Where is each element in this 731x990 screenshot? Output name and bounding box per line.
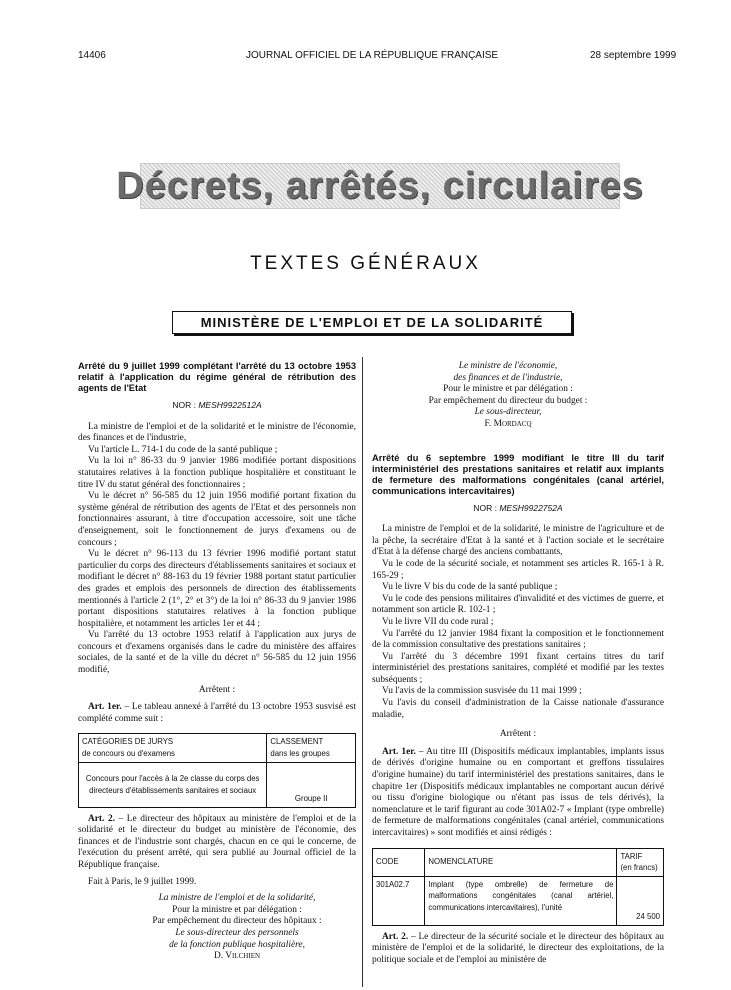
right-table-cell-nomenclature: Implant (type ombrelle) de fermeture de malformations congénitales (canal artériel, communications intercavitaires), l'unité: [425, 876, 617, 925]
left-art1-text: – Le tableau annexé à l'arrêté du 13 octobre 1953 susvisé est complété comme suit :: [78, 702, 357, 724]
right-table: [372, 848, 664, 926]
left-column: [78, 361, 356, 963]
left-para: Vu la loi n° 86-33 du 9 janvier 1986 modifiée portant dispositions statutaires relatives à la fonction publique hospitalière et constituant le titre IV du statut général des fonctionnaires ;: [78, 456, 356, 490]
left-table: [78, 733, 356, 807]
right-art2-text: – Le directeur de la sécurité sociale et le directeur des hôpitaux au ministère de l'emploi et de la solidarité, le directeur des exploitations, de la politique sociale et de l'emploi au ministère de: [372, 931, 664, 965]
left-decree-title: Arrêté du 9 juillet 1999 complétant l'arrêté du 13 octobre 1953 relatif à l'application du régime général de rétribution des agents de l'Etat: [78, 361, 356, 393]
right-arretent: Arrêtent :: [499, 729, 537, 740]
left-table-cell-group: Groupe II: [267, 762, 356, 807]
right-para: Vu l'arrêté du 3 décembre 1991 fixant certains titres du tarif interministériel des prestations sanitaires, complété et modifié par les textes subséquents ;: [372, 651, 664, 685]
left-arretent: Arrêtent :: [198, 684, 236, 695]
right-para: Vu l'avis du conseil d'administration de la Caisse nationale d'assurance maladie,: [372, 698, 664, 720]
left-table-cell-category: Concours pour l'accès à la 2e classe du corps des directeurs d'établissements sanitaires et sociaux: [79, 762, 267, 807]
right-signature: Le ministre de l'économie, des finances et de l'industrie, Pour le ministre et par délégation : Par empêchement du directeur du budget : Le sous-directeur, F. Mordacq: [372, 361, 664, 431]
right-decree-title: Arrêté du 6 septembre 1999 modifiant le titre III du tarif interministériel des prestations sanitaires et relatif aux implants de fermeture des malformations congénitales (canal artériel, communications intercavitaires): [372, 452, 664, 496]
left-fait: Fait à Paris, le 9 juillet 1999.: [88, 876, 197, 887]
right-table-header-code: CODE: [373, 848, 425, 876]
left-nor: NOR : MESH9922512A: [172, 400, 262, 410]
right-signatory: F. Mordacq: [484, 418, 532, 429]
right-para: Vu l'arrêté du 12 janvier 1984 fixant la composition et le fonctionnement de la commission consultative des prestations sanitaires ;: [372, 628, 664, 651]
left-para: Vu l'arrêté du 13 octobre 1953 relatif à l'application aux jurys de concours et d'examens organisés dans le cadre du ministère des affaires sociales, de la santé et de la ville du décret n° 56-585 du 12 juin 1956 modifié,: [78, 630, 356, 676]
right-art1-label: Art. 1er.: [382, 746, 416, 757]
right-column: [372, 361, 664, 967]
banner-title: Décrets, arrêtés, circulaires: [116, 164, 644, 207]
right-para: Vu le code de la sécurité sociale, et notamment ses articles R. 165-1 à R. 165-29 ;: [372, 558, 664, 581]
section-title: TEXTES GÉNÉRAUX: [250, 253, 481, 274]
table-row: [373, 876, 664, 925]
banner: [116, 163, 644, 209]
page-date: 28 septembre 1999: [590, 50, 677, 61]
right-para: Vu le livre V bis du code de la santé publique ;: [382, 582, 558, 593]
right-table-header-nomenclature: NOMENCLATURE: [425, 848, 617, 876]
left-para: Vu le décret n° 96-113 du 13 février 1996 modifié portant statut particulier du corps des directeurs d'établissements sanitaires et sociaux et modifiant le décret n° 88-163 du 19 février 1988 portant statut particulier des grades et emplois des personnels de direction des établissements mentionnés à l'article 2 (1°, 2° et 3°) de la loi n° 86-33 du 9 janvier 1986 portant dispositions statutaires relatives à la fonction publique hospitalière, et notamment les articles 1er et 44 ;: [78, 549, 356, 629]
page-number: 14406: [78, 50, 106, 61]
right-art1-text: – Au titre III (Dispositifs médicaux implantables, implants issus de dérivés d'origine humaine ou en comportant et greffons tissulaires d'origine humaine) du tarif interministériel des prestations sanitaires, dans le chapitre 1er (Dispositifs médicaux implantables ne comportant aucun dérivé ou tissu d'origine biologique ou n'étant pas issus de tels dérivés), la nomenclature et le tarif figurant au code 301A02-7 « Implant (type ombrelle) de fermeture de malformations congénitales (canal artériel, communications intercavitaires) » sont modifiés et ainsi rédigés :: [372, 746, 665, 838]
left-signatory: D. Vilchien: [213, 951, 261, 962]
right-table-cell-tarif: 24 500: [617, 876, 664, 925]
left-art2-label: Art. 2.: [88, 813, 115, 824]
table-row: [79, 762, 356, 807]
left-art2-text: – Le directeur des hôpitaux au ministère de l'emploi et de la solidarité et le directeur du budget au ministère de l'économie, des finances et de l'industrie sont chargés, chacun en ce qui le concerne, de l'exécution du présent arrêté, qui sera publié au Journal officiel de la République française.: [78, 813, 356, 870]
right-para: La ministre de l'emploi et de la solidarité, le ministre de l'agriculture et de la pêche, la secrétaire d'Etat à la santé et à l'action sociale et le secrétaire d'Etat à la défense chargé des anciens combattants,: [372, 524, 664, 558]
right-para: Vu le livre VII du code rural ;: [382, 616, 494, 627]
right-para: Vu le code des pensions militaires d'invalidité et des victimes de guerre, et notamment son article R. 102-1 ;: [372, 593, 664, 616]
right-art2-label: Art. 2.: [382, 931, 409, 942]
left-para: La ministre de l'emploi et de la solidarité et le ministre de l'économie, des finances et de l'industrie,: [78, 421, 356, 444]
journal-title: JOURNAL OFFICIEL DE LA RÉPUBLIQUE FRANÇAISE: [246, 50, 499, 61]
left-para: Vu l'article L. 714-1 du code de la santé publique ;: [88, 444, 278, 455]
left-signature: La ministre de l'emploi et de la solidarité, Pour la ministre et par délégation : Par empêchement du directeur des hôpitaux : Le sous-directeur des personnels de la fonction publique hospitalière, D. Vilchien: [78, 893, 356, 963]
ministry-box: MINISTÈRE DE L'EMPLOI ET DE LA SOLIDARITÉ: [172, 311, 572, 334]
right-table-cell-code: 301A02.7: [373, 876, 425, 925]
right-table-header-tarif: TARIF (en francs): [617, 848, 664, 876]
left-para: Vu le décret n° 56-585 du 12 juin 1956 modifié portant fixation du système général de rétribution des agents de l'Etat et des personnels non fonctionnaires assurant, à titre d'occupation accessoire, soit une tâche d'enseignement, soit le fonctionnement de jurys d'examens ou de concours ;: [78, 491, 356, 548]
right-nor: NOR : MESH9922752A: [473, 502, 563, 513]
right-nor-code: MESH9922752A: [499, 502, 563, 513]
column-divider: [362, 357, 363, 987]
right-para: Vu l'avis de la commission susvisée du 11 mai 1999 ;: [382, 686, 582, 697]
left-art1-label: Art. 1er.: [88, 702, 122, 713]
left-table-header-classement: CLASSEMENT dans les groupes: [267, 734, 356, 762]
left-nor-code: MESH9922512A: [198, 400, 262, 410]
left-table-header-categories: CATÉGORIES DE JURYS de concours ou d'examens: [79, 734, 267, 762]
